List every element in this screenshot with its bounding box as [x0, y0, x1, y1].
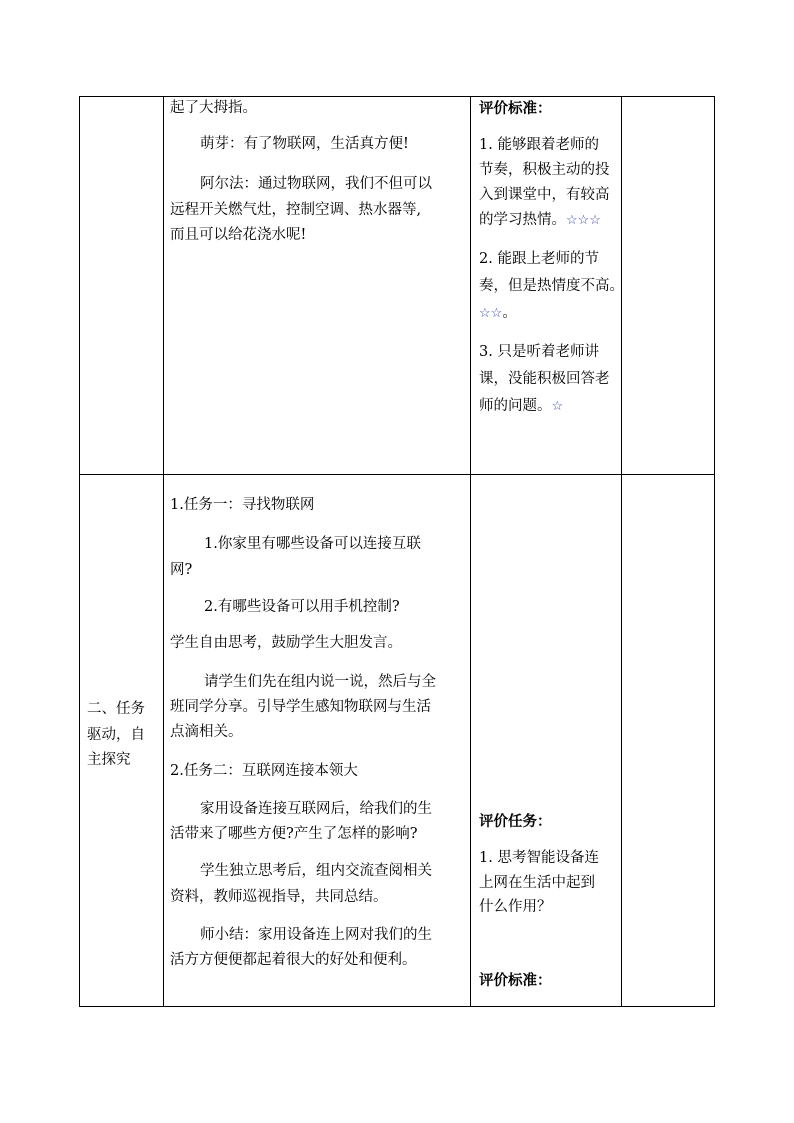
column-divider — [621, 97, 622, 1006]
criterion-line: 课，没能积极回答老 — [479, 371, 610, 387]
column-divider — [470, 97, 471, 1006]
content-line: 学生自由思考，鼓励学生大胆发言。 — [170, 635, 402, 651]
criterion-line: 师的问题。☆ — [479, 398, 564, 414]
content-line: 起了大拇指。 — [170, 100, 257, 116]
eval-standard-heading: 评价标准： — [479, 100, 552, 117]
stage-label: 二、任务 — [87, 701, 145, 717]
star-rating: ☆ — [551, 399, 564, 414]
content-line: 师小结：家用设备连上网对我们的生 — [200, 927, 432, 943]
content-line: 阿尔法：通过物联网，我们不但可以 — [200, 176, 432, 192]
content-line: 活方方便便都起着很大的好处和便利。 — [170, 952, 417, 968]
criterion-line: 入到课堂中，有较高 — [479, 187, 610, 203]
eval-task-heading: 评价任务： — [479, 813, 552, 830]
content-line: 1.任务一：寻找物联网 — [170, 497, 315, 513]
star-rating: ☆☆☆ — [566, 213, 601, 228]
criterion-line: 的学习热情。☆☆☆ — [479, 212, 601, 228]
content-line: 2.有哪些设备可以用手机控制? — [204, 599, 400, 615]
row-divider — [80, 474, 714, 475]
stage-label: 主探究 — [87, 752, 131, 768]
task-line: 1. 思考智能设备连 — [479, 850, 599, 866]
star-rating: ☆☆ — [479, 306, 503, 321]
lesson-table — [79, 96, 715, 1007]
criterion-line: 2. 能跟上老师的节 — [479, 251, 599, 267]
content-line: 学生独立思考后，组内交流查阅相关 — [200, 863, 432, 879]
criterion-line: 1. 能够跟着老师的 — [479, 137, 599, 153]
column-divider — [163, 97, 164, 1006]
content-line: 班同学分享。引导学生感知物联网与生活 — [170, 699, 431, 715]
eval-standard-heading: 评价标准： — [479, 972, 552, 989]
stage-label: 驱动，自 — [87, 727, 145, 743]
content-line: 1.你家里有哪些设备可以连接互联 — [204, 536, 421, 552]
content-line: 家用设备连接互联网后，给我们的生 — [200, 801, 432, 817]
criterion-line: ☆☆。 — [479, 305, 517, 321]
content-line: 而且可以给花浇水呢! — [170, 227, 307, 243]
criterion-line: 3. 只是听着老师讲 — [479, 344, 599, 360]
content-line: 请学生们先在组内说一说，然后与全 — [204, 674, 436, 690]
content-line: 活带来了哪些方便?产生了怎样的影响? — [170, 826, 418, 842]
criterion-line: 奏，但是热情度不高。 — [479, 278, 624, 294]
content-line: 网? — [170, 562, 193, 578]
content-line: 远程开关燃气灶，控制空调、热水器等, — [170, 202, 422, 218]
content-line: 2.任务二：互联网连接本领大 — [170, 763, 358, 779]
task-line: 什么作用？ — [479, 899, 552, 915]
content-line: 资料，教师巡视指导，共同总结。 — [170, 889, 388, 905]
content-line: 萌芽：有了物联网，生活真方便! — [200, 136, 409, 152]
task-line: 上网在生活中起到 — [479, 875, 595, 891]
criterion-line: 节奏，积极主动的投 — [479, 162, 610, 178]
content-line: 点滴相关。 — [170, 724, 243, 740]
